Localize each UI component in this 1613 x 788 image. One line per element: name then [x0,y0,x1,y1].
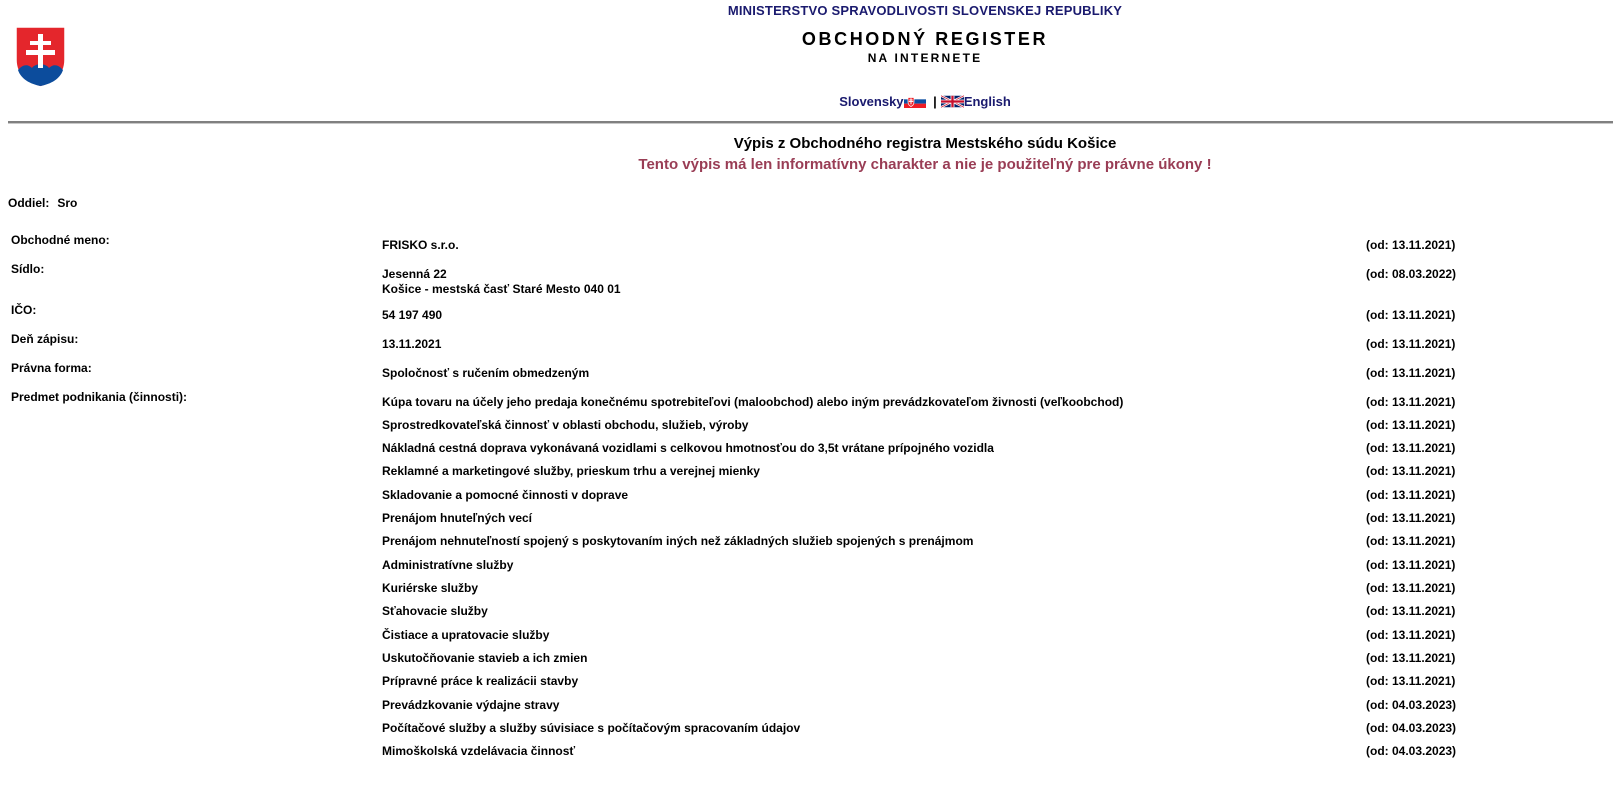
register-subtitle: NA INTERNETE [867,51,983,65]
field-value: FRISKO s.r.o. [382,238,459,252]
field-date: (od: 13.11.2021) [1366,366,1456,380]
header-divider [8,121,1613,124]
field-date: (od: 13.11.2021) [1366,337,1456,351]
field-date: (od: 13.11.2021) [1366,308,1456,322]
oddiel-value: Sro [57,196,78,210]
lang-english-link[interactable] [941,94,1011,109]
field-value: Spoločnosť s ručením obmedzeným [382,366,590,380]
field-value: Jesenná 22 Košice - mestská časť Staré Mesto 040 01 [382,267,621,296]
field-date: (od: 13.11.2021) [1366,238,1456,252]
language-switcher [0,94,1613,111]
lang-english-label: English [963,94,1011,109]
section-oddiel [8,196,77,210]
lang-slovak-label: Slovensky [839,94,904,109]
lang-separator: | [933,94,937,109]
field-label: IČO: [11,303,37,317]
field-label: Deň zápisu: [11,332,79,346]
field-label: Obchodné meno: [11,233,110,247]
field-value: 13.11.2021 [382,337,442,351]
field-label: Sídlo: [11,262,45,276]
slovak-flag-icon [904,95,926,111]
field-date: (od: 08.03.2022) [1366,267,1457,281]
lang-slovak-link[interactable] [839,94,929,109]
uk-flag-icon [941,95,964,111]
field-label: Právna forma: [11,361,92,375]
oddiel-label: Oddiel: [8,196,50,210]
register-title: OBCHODNÝ REGISTER [801,29,1049,49]
informative-warning: Tento výpis má len informatívny charakter a nie je použiteľný pre právne úkony ! [638,156,1212,173]
ministry-title: MINISTERSTVO SPRAVODLIVOSTI SLOVENSKEJ REPUBLIKY [727,3,1123,18]
extract-title: Výpis z Obchodného registra Mestského súdu Košice [733,135,1117,152]
field-value: 54 197 490 [382,308,443,322]
activities-label: Predmet podnikania (činnosti): [11,390,188,404]
